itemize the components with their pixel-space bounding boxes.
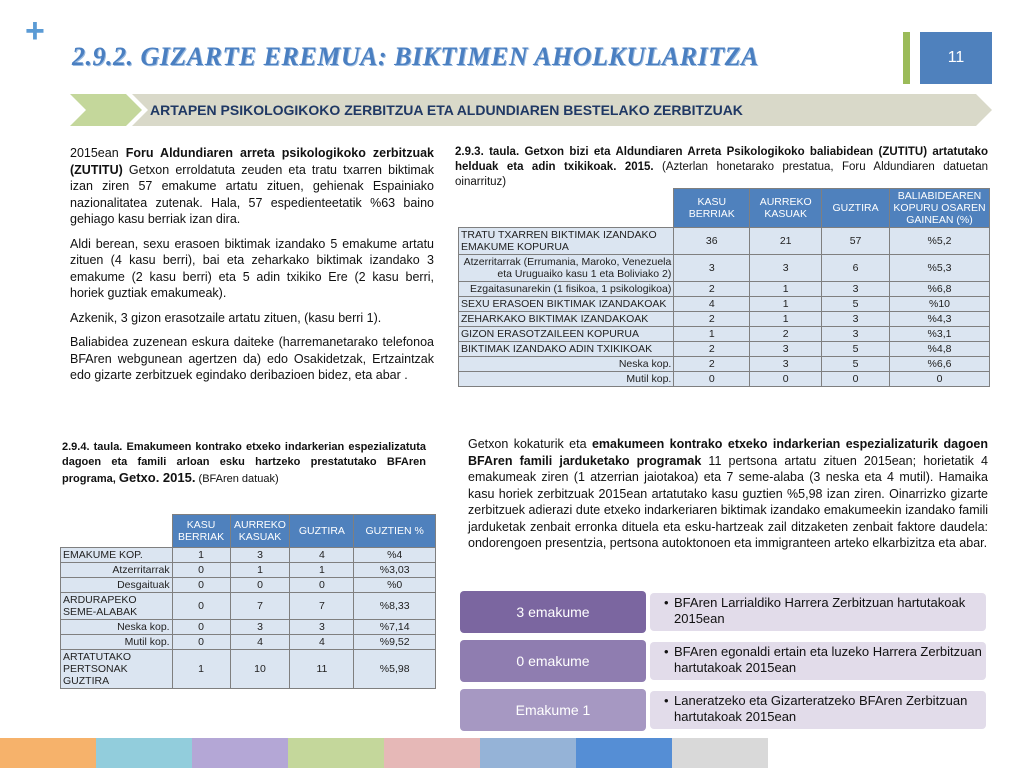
service-text: BFAren egonaldi ertain eta luzeko Harrera Zerbitzuan hartutakoak 2015ean [674, 644, 982, 675]
footer-color-strip [384, 738, 480, 768]
table-cell: 5 [822, 297, 890, 312]
row-label: Atzerritarrak [61, 563, 173, 578]
table-cell: 0 [172, 620, 230, 635]
row-label: ARTATUTAKO PERTSONAK GUZTIRA [61, 650, 173, 689]
table-cell: 1 [172, 548, 230, 563]
service-list-item [460, 689, 986, 731]
table2-caption-bold: 2.9.4. taula. Emakumeen kontrako etxeko indarkerian espezializatuta dagoen eta famili arloan esku hartzeko prestatutako BFAren programa, [62, 441, 426, 485]
table-row [61, 578, 436, 593]
footer-color-strip [672, 738, 768, 768]
table-row [459, 327, 990, 342]
table-cell: 1 [750, 297, 822, 312]
row-label: Mutil kop. [61, 635, 173, 650]
table-cell: 3 [290, 620, 354, 635]
plus-icon: + [25, 12, 45, 50]
table-cell: 2 [674, 282, 750, 297]
table-cell: 1 [750, 312, 822, 327]
table-cell: %6,6 [890, 357, 990, 372]
right-text-prefix: Getxon kokaturik eta [468, 437, 592, 451]
service-description [650, 642, 986, 680]
table-row [459, 372, 990, 387]
table-row [459, 312, 990, 327]
table-zutitu [458, 188, 990, 387]
table-row [61, 563, 436, 578]
table-cell: 5 [822, 357, 890, 372]
table-cell: 0 [172, 593, 230, 620]
paragraph-3: Azkenik, 3 gizon erasotzaile artatu zituen, (kasu berri 1). [70, 310, 382, 325]
paragraph-1 [70, 145, 434, 228]
table-cell: 0 [230, 578, 290, 593]
table-cell: 7 [290, 593, 354, 620]
table-cell: %10 [890, 297, 990, 312]
table-cell: 3 [230, 620, 290, 635]
table-cell: %3,03 [354, 563, 436, 578]
table-cell: 4 [230, 635, 290, 650]
row-label: ZEHARKAKO BIKTIMAK IZANDAKOAK [459, 312, 674, 327]
table-cell: 0 [172, 578, 230, 593]
bullet-icon: • [664, 595, 669, 610]
table-cell: 57 [822, 228, 890, 255]
table-cell: 2 [750, 327, 822, 342]
table-row [459, 282, 990, 297]
footer-color-strip [0, 738, 96, 768]
table-cell: %7,14 [354, 620, 436, 635]
row-label: GIZON ERASOTZAILEEN KOPURUA [459, 327, 674, 342]
table-cell: 1 [230, 563, 290, 578]
table1-caption-bold: 2.9.3. taula. Getxon bizi eta Aldundiaren Arreta Psikologikoko baliabidean (ZUTITU) artatutako helduak eta adin txikikoak. 2015. [455, 146, 988, 173]
table2-caption-rest: (BFAren datuak) [195, 473, 279, 485]
table-row [459, 228, 990, 255]
table-cell: 2 [674, 312, 750, 327]
footer-color-strip [288, 738, 384, 768]
table-cell: 4 [290, 635, 354, 650]
table-cell: 4 [674, 297, 750, 312]
column-header: BALIABIDEAREN KOPURU OSAREN GAINEAN (%) [890, 189, 990, 228]
p1-rest: Getxon erroldatuta zeuden eta tratu txarren biktimak izan ziren 57 emakume artatu zituen, gehienak Espainiako nazionalitatea zutenak. Hala, 57 espedienteetatik %63 baino gehiago kasu berriak izan dira. [70, 162, 434, 226]
footer-color-strip [480, 738, 576, 768]
table2-caption-year: Getxo. 2015. [118, 470, 196, 485]
table-cell: 6 [822, 255, 890, 282]
table-cell: %0 [354, 578, 436, 593]
table-cell: %6,8 [890, 282, 990, 297]
table-cell: %4 [354, 548, 436, 563]
table-cell: 0 [890, 372, 990, 387]
table-cell: 0 [674, 372, 750, 387]
table-cell: 2 [674, 357, 750, 372]
table-cell: 36 [674, 228, 750, 255]
column-header: AURREKO KASUAK [230, 515, 290, 548]
table-cell: 10 [230, 650, 290, 689]
service-list-item [460, 640, 986, 682]
table-cell: 21 [750, 228, 822, 255]
footer-color-strip [576, 738, 672, 768]
table-cell: 3 [230, 548, 290, 563]
table-cell: 3 [750, 342, 822, 357]
page-number: 11 [920, 32, 992, 84]
row-label: Ezgaitasunarekin (1 fisikoa, 1 psikologikoa) [459, 282, 674, 297]
table-row [459, 255, 990, 282]
column-header: GUZTIRA [290, 515, 354, 548]
row-label: Mutil kop. [459, 372, 674, 387]
table-cell: 3 [674, 255, 750, 282]
table-cell: 4 [290, 548, 354, 563]
table-cell: 3 [750, 357, 822, 372]
table-cell: 3 [822, 327, 890, 342]
table-cell: %8,33 [354, 593, 436, 620]
right-text-block [468, 436, 988, 552]
service-count: Emakume 1 [460, 689, 646, 731]
table-cell: %9,52 [354, 635, 436, 650]
service-text: Laneratzeko eta Gizarteratzeko BFAren Zerbitzuan hartutakoak 2015ean [674, 693, 968, 724]
bullet-icon: • [664, 644, 669, 659]
row-label: SEXU ERASOEN BIKTIMAK IZANDAKOAK [459, 297, 674, 312]
table-cell: 0 [290, 578, 354, 593]
accent-bar [903, 32, 910, 84]
table-corner [459, 189, 674, 228]
table-cell: %4,8 [890, 342, 990, 357]
row-label: Neska kop. [459, 357, 674, 372]
table-row [61, 620, 436, 635]
service-text: BFAren Larrialdiko Harrera Zerbitzuan hartutakoak 2015ean [674, 595, 966, 626]
table-bfa-program [60, 514, 436, 689]
table-cell: 0 [750, 372, 822, 387]
table-cell: 3 [750, 255, 822, 282]
service-list-item [460, 591, 986, 633]
column-header: AURREKO KASUAK [750, 189, 822, 228]
table-cell: %5,2 [890, 228, 990, 255]
table-cell: 0 [172, 563, 230, 578]
table-cell: 0 [172, 635, 230, 650]
row-label: Atzerritarrak (Errumania, Maroko, Venezuela eta Uruguaiko kasu 1 eta Boliviako 2) [459, 255, 674, 282]
bullet-icon: • [664, 693, 669, 708]
table-row [459, 297, 990, 312]
table1-caption [455, 145, 988, 190]
right-text-bold: emakumeen kontrako etxeko indarkerian espezializaturik dagoen BFAren famili jarduketako programak [468, 437, 988, 468]
table-cell: 1 [750, 282, 822, 297]
paragraph-4: Baliabidea zuzenean eskura daiteke (harremanetarako telefonoa BFAren webgunean agertzen da) edo Osakidetzak, Ertzaintzak edo gizarte zerbitzuek egindako deribazioen bidez, eta abar . [70, 335, 434, 382]
table-header-row [459, 189, 990, 228]
column-header: KASU BERRIAK [172, 515, 230, 548]
table-cell: 7 [230, 593, 290, 620]
table-row [459, 342, 990, 357]
service-count: 0 emakume [460, 640, 646, 682]
table-cell: 1 [290, 563, 354, 578]
table-cell: 3 [822, 312, 890, 327]
table-cell: %5,98 [354, 650, 436, 689]
row-label: BIKTIMAK IZANDAKO ADIN TXIKIKOAK [459, 342, 674, 357]
service-description [650, 691, 986, 729]
table-cell: 2 [674, 342, 750, 357]
footer-color-strip [96, 738, 192, 768]
table-cell: 0 [822, 372, 890, 387]
column-header: GUZTIEN % [354, 515, 436, 548]
table-cell: 11 [290, 650, 354, 689]
table-row [61, 548, 436, 563]
table-row [459, 357, 990, 372]
table-cell: 1 [674, 327, 750, 342]
table1-caption-rest: (Azterlan honetarako prestatua, Foru Aldundiaren datuetan oinarrituz) [455, 161, 988, 188]
p1-bold: Foru Aldundiaren arreta psikologikoko zerbitzuak (ZUTITU) [70, 146, 434, 177]
service-count: 3 emakume [460, 591, 646, 633]
service-description [650, 593, 986, 631]
footer-color-strip [192, 738, 288, 768]
right-text-rest: 11 pertsona artatu zituen 2015ean; horietatik 4 emakumeak ziren (1 atzerrian jaiotakoa) eta 7 seme-alaba (3 neska eta 4 mutil). Hamaika kasu horiek zerbitzuak 2015ean artatutako kasu guztien %5,98 izan ziren. Oinarrizko gizarte zerbitzuek adierazi dute etxeko indarkeriaren biktimak izandako emakumeekin izandako famili jarduketak zenbait erronka dituela eta esku-hartzeak zail ditzaketen zenbait faktore daudela: ondorengoen presentzia, pertsona autoktonoen eta immigranteen arteko elkarbizitza eta abar. [468, 453, 989, 550]
table-header-row [61, 515, 436, 548]
table-cell: %3,1 [890, 327, 990, 342]
column-header: KASU BERRIAK [674, 189, 750, 228]
table-cell: 3 [822, 282, 890, 297]
table-cell: %5,3 [890, 255, 990, 282]
p1-prefix: 2015ean [70, 146, 126, 160]
section-banner-label: ARTAPEN PSIKOLOGIKOKO ZERBITZUA ETA ALDUNDIAREN BESTELAKO ZERBITZUAK [150, 102, 743, 118]
row-label: Neska kop. [61, 620, 173, 635]
paragraph-2: Aldi berean, sexu erasoen biktimak izandako 5 emakume artatu zituen (4 kasu berri), bai eta zeharkako biktimak izandako 3 emakume (2 kasu berri) eta 5 adin txikiko Ere (2 kasu berri, horiek guztiak emakumeak). [70, 236, 434, 300]
row-label: TRATU TXARREN BIKTIMAK IZANDAKO EMAKUME KOPURUA [459, 228, 674, 255]
left-text-block [70, 145, 434, 392]
row-label: ARDURAPEKO SEME-ALABAK [61, 593, 173, 620]
table-row [61, 593, 436, 620]
page-title: 2.9.2. GIZARTE EREMUA: BIKTIMEN AHOLKULARITZA [72, 42, 759, 71]
table-row [61, 635, 436, 650]
table-row [61, 650, 436, 689]
table2-caption [62, 440, 426, 487]
table-cell: 1 [172, 650, 230, 689]
table-cell: 5 [822, 342, 890, 357]
column-header: GUZTIRA [822, 189, 890, 228]
table-corner [61, 515, 173, 548]
row-label: Desgaituak [61, 578, 173, 593]
row-label: EMAKUME KOP. [61, 548, 173, 563]
table-cell: %4,3 [890, 312, 990, 327]
